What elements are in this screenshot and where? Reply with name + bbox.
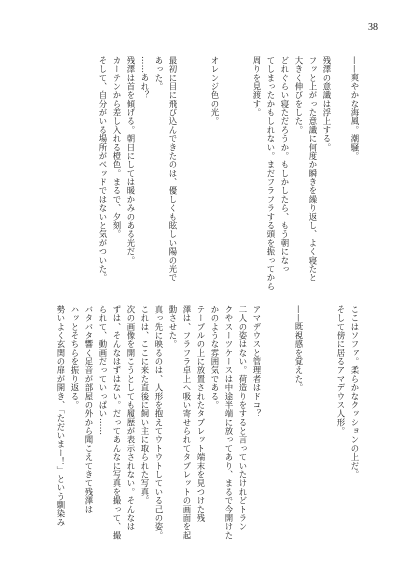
text-line: 次の画像を開こうとしても履歴が表示されない。そんなは bbox=[126, 305, 136, 531]
text-line bbox=[278, 305, 292, 541]
text-line: カーテンから差し入れる橙色。まるで、夕刻。 bbox=[112, 56, 122, 239]
text-line: 真っ先に映るのは、人形を抱えてウトウトしている己の姿。 bbox=[154, 305, 164, 540]
text-line: 澤は、フラフラ卓上へ吸い寄せられてタブレットの画面を起 bbox=[182, 305, 192, 540]
text-line: 二人の姿はない。荷造りをすると言っていたけれどトラン bbox=[238, 305, 248, 531]
text-line: 大きく伸びをした。 bbox=[294, 56, 304, 135]
text-line: アマデウスと管理者はドコ？ bbox=[252, 305, 262, 418]
text-line: ハッとそちらを振り返る。 bbox=[70, 305, 80, 410]
text-line: そして、自分がいる場所がベッドではないと気がついた。 bbox=[98, 56, 108, 282]
text-line: 動させた。 bbox=[168, 305, 178, 349]
text-block-bottom bbox=[54, 305, 362, 541]
text-line bbox=[222, 56, 236, 292]
text-line: ——爽やかな海風。潮騒。 bbox=[350, 56, 360, 161]
text-line: 周りを見渡す。 bbox=[252, 56, 262, 117]
text-line: あった。 bbox=[154, 56, 164, 91]
text-line bbox=[306, 305, 320, 541]
text-line: 最初に目に飛び込んできたのは、優しくも眩しい陽の光で bbox=[168, 56, 178, 282]
text-line: クやスーツケースは中途半端に放ってあり、まるで今開けた bbox=[224, 305, 234, 540]
text-line: ——既視感を覚えた。 bbox=[294, 305, 304, 392]
text-line: かのような雰囲気である。 bbox=[210, 305, 220, 410]
text-line: 勢いよく玄関の扉が開き、「ただいまー！」という馴染み bbox=[56, 305, 66, 527]
text-line bbox=[264, 305, 278, 541]
text-line: 残澤は首を傾げる。朝日にしては暖かみのある光だ。 bbox=[126, 56, 136, 265]
text-block-top bbox=[96, 56, 362, 292]
text-line: フッと上がった意識に何度か瞬きを繰り返し、よく寝たと bbox=[308, 56, 318, 282]
text-line: これは、ここに来た直後に飼い主に取られた写真。 bbox=[140, 305, 150, 505]
text-line bbox=[180, 56, 194, 292]
text-line: どれぐらい寝ただろうか。もしかしたら、もう朝になっ bbox=[280, 56, 290, 274]
text-line: オレンジ色の光。 bbox=[210, 56, 220, 126]
text-line: ずは、そんなはずはない。だってあんなに写真を撮って、撮 bbox=[112, 305, 122, 540]
text-line: そして傍に居るアマデウス人形。 bbox=[336, 305, 346, 436]
text-line bbox=[320, 305, 334, 541]
text-line: られて、動画だっていっぱい…… bbox=[98, 305, 108, 436]
text-line: ここはソファ。柔らかなクッションの上だ。 bbox=[350, 305, 360, 479]
text-line: テーブルの上に放置されたタブレット端末を見つけた残 bbox=[196, 305, 206, 523]
text-line: 残澤の意識は浮上する。 bbox=[322, 56, 332, 152]
text-line bbox=[236, 56, 250, 292]
text-line: てしまったかもしれない。まだフラフラする頭を振ってから bbox=[266, 56, 276, 291]
text-line bbox=[194, 56, 208, 292]
text-line: ……あれ？ bbox=[140, 56, 150, 100]
page-number: 38 bbox=[368, 22, 378, 33]
text-line: バタバタ響く足音が部屋の外から聞こえてきて残澤は bbox=[84, 305, 94, 514]
text-line bbox=[334, 56, 348, 292]
